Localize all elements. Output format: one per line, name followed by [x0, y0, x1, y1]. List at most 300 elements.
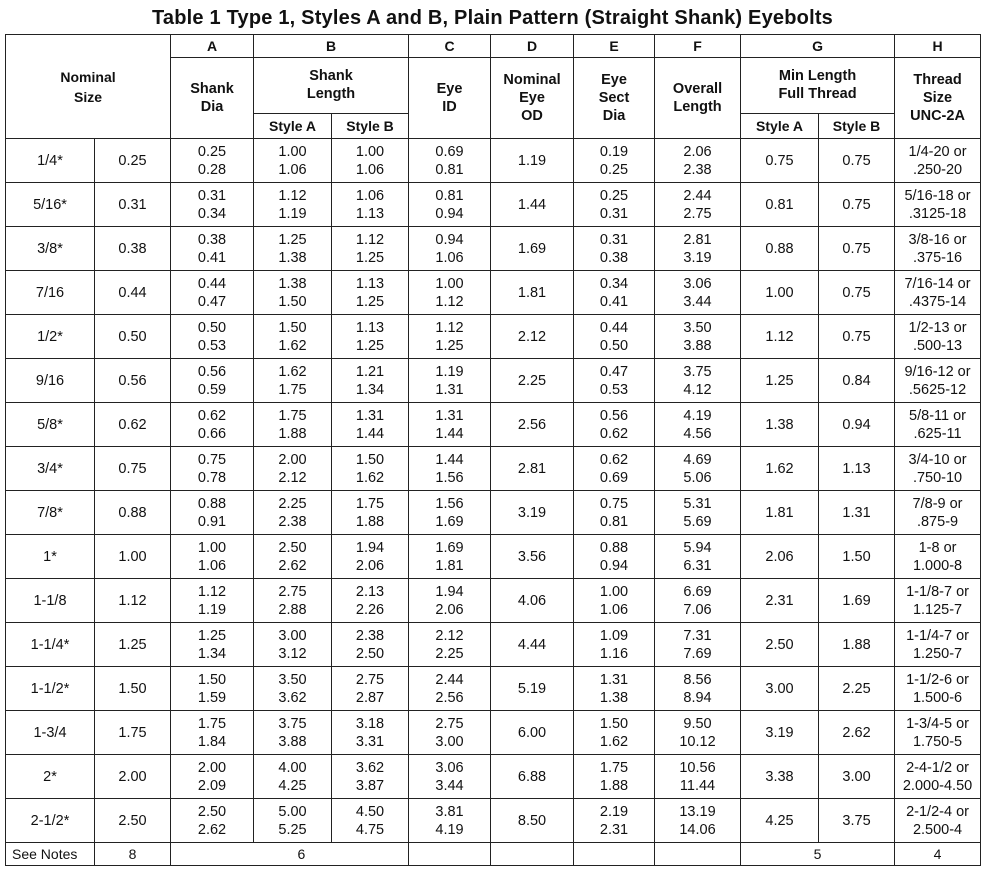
eye-id-cell: [409, 447, 491, 491]
shank-length-style-b-cell: [332, 579, 409, 623]
shank-length-style-a-cell: [254, 711, 332, 755]
table-row: [6, 579, 981, 623]
shank-length-style-b-max: 1.34: [355, 381, 385, 398]
eye-sect-dia-min: 1.09: [599, 627, 629, 644]
shank-length-style-b-min: 2.13: [355, 583, 385, 600]
eye-id-min: 3.81: [435, 803, 464, 820]
overall-length-max: 8.94: [683, 689, 712, 706]
eye-sect-dia-max: 0.41: [599, 293, 629, 310]
thread-size-min: 3/4-10 or: [908, 451, 967, 468]
eye-id-max: 0.81: [435, 161, 464, 178]
shank-dia-cell: [171, 447, 254, 491]
table-row: [6, 139, 981, 183]
shank-length-style-b-max: 4.75: [355, 821, 385, 838]
shank-length-style-a-cell: [254, 271, 332, 315]
eye-sect-dia-min: 0.31: [599, 231, 629, 248]
thread-size-cell: [895, 491, 981, 535]
shank-length-style-b-cell: [332, 183, 409, 227]
notes-min-length: 5: [741, 843, 895, 866]
shank-length-style-b-cell: [332, 711, 409, 755]
overall-length-cell: [655, 183, 741, 227]
eye-sect-dia-min: 0.25: [599, 187, 629, 204]
shank-length-style-b-cell: [332, 139, 409, 183]
nominal-fraction-cell: 1-1/4*: [6, 623, 95, 667]
thread-size-max: 1.125-7: [912, 601, 963, 618]
table-row: [6, 271, 981, 315]
thread-size-min: 1-1/4-7 or: [906, 627, 969, 644]
overall-length-cell: [655, 535, 741, 579]
notes-nominal: 8: [95, 843, 171, 866]
eye-sect-dia-max: 1.38: [599, 689, 629, 706]
overall-length-max: 4.12: [683, 381, 712, 398]
shank-dia-min: 1.50: [197, 671, 227, 688]
thread-size-min: 1/4-20 or: [908, 143, 967, 160]
overall-length-min: 13.19: [679, 803, 716, 820]
shank-length-style-b-max: 1.13: [355, 205, 385, 222]
shank-length-style-a-min: 3.50: [278, 671, 307, 688]
thread-size-max: .5625-12: [908, 381, 967, 398]
shank-length-style-b-cell: [332, 623, 409, 667]
thread-size-min: 9/16-12 or: [904, 363, 971, 380]
thread-size-cell: [895, 711, 981, 755]
eye-sect-dia-cell: [574, 183, 655, 227]
table-row: [6, 491, 981, 535]
thread-size-min: 1-1/8-7 or: [906, 583, 969, 600]
shank-length-style-b-min: 1.94: [355, 539, 385, 556]
shank-dia-min: 2.50: [197, 803, 227, 820]
shank-dia-max: 1.06: [197, 557, 227, 574]
notes-blank-c: [409, 843, 491, 866]
shank-dia-max: 1.59: [197, 689, 227, 706]
thread-size-cell: [895, 623, 981, 667]
eye-id-cell: [409, 579, 491, 623]
shank-dia-min: 0.56: [197, 363, 227, 380]
shank-dia-min: 0.88: [197, 495, 227, 512]
shank-dia-max: 2.62: [197, 821, 227, 838]
shank-length-style-a-cell: [254, 799, 332, 843]
shank-length-style-a-cell: [254, 183, 332, 227]
eye-sect-dia-min: 0.34: [599, 275, 629, 292]
eye-sect-dia-cell: [574, 491, 655, 535]
shank-length-style-a-cell: [254, 491, 332, 535]
col-letter-b: B: [254, 35, 409, 58]
eye-id-cell: [409, 667, 491, 711]
overall-length-max: 14.06: [679, 821, 716, 838]
eye-id-max: 1.31: [435, 381, 464, 398]
nominal-fraction-cell: 3/4*: [6, 447, 95, 491]
nominal-eye-od-cell: 1.19: [491, 139, 574, 183]
shank-length-style-a-cell: [254, 315, 332, 359]
nominal-eye-od-cell: 1.44: [491, 183, 574, 227]
shank-length-style-b-cell: [332, 667, 409, 711]
eye-sect-dia-min: 0.44: [599, 319, 629, 336]
shank-dia-cell: [171, 755, 254, 799]
shank-length-style-a-max: 1.38: [278, 249, 307, 266]
shank-dia-cell: [171, 491, 254, 535]
nominal-eye-od-cell: 3.19: [491, 491, 574, 535]
eye-id-max: 3.00: [435, 733, 464, 750]
eye-id-min: 1.69: [435, 539, 464, 556]
table-row: [6, 711, 981, 755]
nominal-eye-od-cell: 5.19: [491, 667, 574, 711]
eye-id-cell: [409, 535, 491, 579]
shank-dia-cell: [171, 667, 254, 711]
nominal-decimal-cell: 1.50: [95, 667, 171, 711]
eye-id-cell: [409, 403, 491, 447]
min-length-style-a-cell: 1.00: [741, 271, 819, 315]
overall-length-cell: [655, 711, 741, 755]
min-length-style-a-cell: 3.19: [741, 711, 819, 755]
shank-dia-cell: [171, 271, 254, 315]
shank-length-style-a-min: 1.38: [278, 275, 307, 292]
shank-length-style-a-min: 2.75: [278, 583, 307, 600]
thread-size-cell: [895, 315, 981, 359]
overall-length-min: 3.75: [683, 363, 712, 380]
shank-dia-cell: [171, 799, 254, 843]
overall-length-min: 6.69: [683, 583, 712, 600]
eye-id-cell: [409, 623, 491, 667]
thread-size-max: 1.250-7: [912, 645, 963, 662]
shank-dia-max: 1.34: [197, 645, 227, 662]
overall-length-min: 4.69: [683, 451, 712, 468]
thread-size-max: 1.750-5: [912, 733, 963, 750]
thread-size-cell: [895, 755, 981, 799]
thread-size-cell: [895, 535, 981, 579]
shank-length-style-a-max: 1.62: [278, 337, 307, 354]
table-row: [6, 623, 981, 667]
shank-dia-cell: [171, 359, 254, 403]
eye-sect-dia-max: 0.94: [599, 557, 629, 574]
nominal-decimal-cell: 0.38: [95, 227, 171, 271]
thread-size-cell: [895, 183, 981, 227]
eye-sect-dia-cell: [574, 315, 655, 359]
shank-dia-max: 0.78: [197, 469, 227, 486]
overall-length-cell: [655, 799, 741, 843]
shank-length-style-b-max: 2.06: [355, 557, 385, 574]
eye-sect-dia-min: 0.75: [599, 495, 629, 512]
overall-length-min: 5.94: [683, 539, 712, 556]
min-length-style-a-cell: 1.62: [741, 447, 819, 491]
col-letter-h: H: [895, 35, 981, 58]
nominal-eye-od-cell: 3.56: [491, 535, 574, 579]
nominal-eye-od-cell: 2.25: [491, 359, 574, 403]
shank-dia-min: 0.38: [197, 231, 227, 248]
eye-id-min: 1.44: [435, 451, 464, 468]
eye-sect-dia-min: 1.50: [599, 715, 629, 732]
eye-sect-dia-max: 2.31: [599, 821, 629, 838]
thread-size-max: .4375-14: [908, 293, 967, 310]
overall-length-max: 10.12: [679, 733, 716, 750]
col-letter-d: D: [491, 35, 574, 58]
shank-dia-cell: [171, 623, 254, 667]
eye-sect-dia-cell: [574, 227, 655, 271]
shank-length-style-a-min: 5.00: [278, 803, 307, 820]
nominal-decimal-cell: 1.12: [95, 579, 171, 623]
nominal-fraction-cell: 9/16: [6, 359, 95, 403]
overall-length-max: 4.56: [683, 425, 712, 442]
shank-length-style-a-min: 1.75: [278, 407, 307, 424]
eye-sect-dia-cell: [574, 359, 655, 403]
shank-length-style-b-max: 1.06: [355, 161, 385, 178]
min-length-style-b-cell: 1.69: [819, 579, 895, 623]
table-row: [6, 403, 981, 447]
table-row: [6, 359, 981, 403]
nominal-fraction-cell: 3/8*: [6, 227, 95, 271]
shank-length-style-b-header: Style B: [332, 113, 409, 138]
overall-length-cell: [655, 579, 741, 623]
nominal-fraction-cell: 1-3/4: [6, 711, 95, 755]
nominal-fraction-cell: 2-1/2*: [6, 799, 95, 843]
shank-length-style-a-max: 2.38: [278, 513, 307, 530]
eye-id-cell: [409, 315, 491, 359]
overall-length-max: 2.75: [683, 205, 712, 222]
shank-length-style-a-max: 3.62: [278, 689, 307, 706]
eye-sect-dia-cell: [574, 667, 655, 711]
min-length-style-a-cell: 1.81: [741, 491, 819, 535]
overall-length-min: 8.56: [683, 671, 712, 688]
shank-length-style-b-min: 1.13: [355, 319, 385, 336]
overall-length-header: Overall Length: [655, 58, 741, 139]
shank-dia-cell: [171, 227, 254, 271]
overall-length-max: 3.19: [683, 249, 712, 266]
eye-id-max: 1.44: [435, 425, 464, 442]
eye-id-cell: [409, 359, 491, 403]
shank-length-style-a-max: 1.06: [278, 161, 307, 178]
min-length-style-b-cell: 3.00: [819, 755, 895, 799]
min-length-style-a-cell: 1.12: [741, 315, 819, 359]
shank-length-style-b-min: 1.31: [355, 407, 385, 424]
nominal-eye-od-cell: 8.50: [491, 799, 574, 843]
nominal-decimal-cell: 0.50: [95, 315, 171, 359]
shank-dia-min: 0.62: [197, 407, 227, 424]
shank-length-style-b-cell: [332, 755, 409, 799]
thread-size-max: .750-10: [912, 469, 963, 486]
shank-length-style-b-max: 1.25: [355, 249, 385, 266]
shank-length-style-b-max: 3.31: [355, 733, 385, 750]
overall-length-max: 3.44: [683, 293, 712, 310]
shank-length-style-b-max: 3.87: [355, 777, 385, 794]
eye-sect-dia-max: 0.81: [599, 513, 629, 530]
min-length-style-b-cell: 1.50: [819, 535, 895, 579]
eye-sect-dia-cell: [574, 579, 655, 623]
nominal-decimal-cell: 0.75: [95, 447, 171, 491]
eye-sect-dia-min: 0.88: [599, 539, 629, 556]
shank-length-style-a-min: 2.50: [278, 539, 307, 556]
min-length-style-b-cell: 0.75: [819, 183, 895, 227]
shank-length-style-a-max: 3.88: [278, 733, 307, 750]
table-row: [6, 315, 981, 359]
shank-length-style-b-max: 1.25: [355, 293, 385, 310]
shank-dia-min: 1.12: [197, 583, 227, 600]
shank-dia-cell: [171, 711, 254, 755]
shank-length-style-b-cell: [332, 403, 409, 447]
eye-id-min: 1.19: [435, 363, 464, 380]
eye-sect-dia-max: 0.69: [599, 469, 629, 486]
nominal-fraction-cell: 2*: [6, 755, 95, 799]
eye-id-max: 1.06: [435, 249, 464, 266]
overall-length-max: 5.69: [683, 513, 712, 530]
shank-length-style-a-min: 1.00: [278, 143, 307, 160]
min-length-style-b-cell: 0.94: [819, 403, 895, 447]
thread-size-min: 1-8 or: [918, 539, 957, 556]
min-length-style-a-cell: 0.81: [741, 183, 819, 227]
eye-sect-dia-cell: [574, 755, 655, 799]
shank-dia-header: Shank Dia: [171, 58, 254, 139]
see-notes-label: See Notes: [6, 843, 95, 866]
min-length-style-a-cell: 3.00: [741, 667, 819, 711]
thread-size-cell: [895, 139, 981, 183]
eye-sect-dia-min: 1.75: [599, 759, 629, 776]
overall-length-cell: [655, 227, 741, 271]
shank-length-style-a-cell: [254, 535, 332, 579]
min-length-style-b-cell: 1.13: [819, 447, 895, 491]
eye-sect-dia-max: 1.62: [599, 733, 629, 750]
min-length-style-b-cell: 1.31: [819, 491, 895, 535]
shank-dia-min: 1.00: [197, 539, 227, 556]
shank-dia-cell: [171, 183, 254, 227]
thread-size-cell: [895, 799, 981, 843]
thread-size-min: 7/16-14 or: [904, 275, 971, 292]
nominal-fraction-cell: 1-1/8: [6, 579, 95, 623]
nominal-eye-od-cell: 6.00: [491, 711, 574, 755]
col-letter-e: E: [574, 35, 655, 58]
min-length-style-b-cell: 3.75: [819, 799, 895, 843]
shank-length-style-b-max: 1.62: [355, 469, 385, 486]
table-row: [6, 227, 981, 271]
eye-sect-dia-max: 0.31: [599, 205, 629, 222]
nominal-eye-od-header: Nominal Eye OD: [491, 58, 574, 139]
shank-length-style-a-max: 2.12: [278, 469, 307, 486]
eye-id-min: 2.75: [435, 715, 464, 732]
nominal-eye-od-cell: 2.12: [491, 315, 574, 359]
eye-id-min: 0.94: [435, 231, 464, 248]
eye-id-min: 0.81: [435, 187, 464, 204]
shank-dia-min: 1.25: [197, 627, 227, 644]
thread-size-max: 2.000-4.50: [902, 777, 973, 794]
shank-length-style-a-min: 2.25: [278, 495, 307, 512]
overall-length-cell: [655, 359, 741, 403]
nominal-decimal-cell: 0.56: [95, 359, 171, 403]
thread-size-max: .625-11: [913, 425, 962, 442]
eye-id-max: 3.44: [435, 777, 464, 794]
shank-length-style-b-min: 2.38: [355, 627, 385, 644]
shank-length-style-b-max: 1.44: [355, 425, 385, 442]
eye-sect-dia-max: 1.88: [599, 777, 629, 794]
shank-length-style-a-max: 1.75: [278, 381, 307, 398]
shank-length-style-b-cell: [332, 359, 409, 403]
eye-id-cell: [409, 491, 491, 535]
table-row: [6, 799, 981, 843]
table-row: [6, 447, 981, 491]
overall-length-cell: [655, 271, 741, 315]
shank-length-style-a-cell: [254, 447, 332, 491]
eye-id-cell: [409, 227, 491, 271]
shank-length-style-b-cell: [332, 799, 409, 843]
col-letter-f: F: [655, 35, 741, 58]
overall-length-cell: [655, 623, 741, 667]
nominal-decimal-cell: 0.25: [95, 139, 171, 183]
overall-length-min: 5.31: [683, 495, 712, 512]
overall-length-cell: [655, 403, 741, 447]
col-letter-a: A: [171, 35, 254, 58]
shank-length-header: Shank Length: [254, 58, 409, 114]
min-length-style-a-cell: 4.25: [741, 799, 819, 843]
thread-size-cell: [895, 271, 981, 315]
shank-length-style-b-cell: [332, 535, 409, 579]
eye-id-min: 0.69: [435, 143, 464, 160]
eye-sect-dia-cell: [574, 403, 655, 447]
nominal-eye-od-cell: 1.81: [491, 271, 574, 315]
shank-dia-cell: [171, 139, 254, 183]
shank-dia-cell: [171, 403, 254, 447]
eye-id-min: 1.00: [435, 275, 464, 292]
min-length-style-b-cell: 0.75: [819, 271, 895, 315]
nominal-eye-od-cell: 2.81: [491, 447, 574, 491]
eye-sect-dia-cell: [574, 535, 655, 579]
overall-length-min: 4.19: [683, 407, 712, 424]
shank-dia-cell: [171, 535, 254, 579]
eye-sect-dia-header: Eye Sect Dia: [574, 58, 655, 139]
shank-length-style-a-max: 1.50: [278, 293, 307, 310]
nominal-eye-od-cell: 6.88: [491, 755, 574, 799]
min-length-style-b-cell: 0.75: [819, 139, 895, 183]
nominal-decimal-cell: 2.50: [95, 799, 171, 843]
thread-size-min: 5/16-18 or: [904, 187, 971, 204]
thread-size-header: Thread Size UNC-2A: [895, 58, 981, 139]
nominal-fraction-cell: 1/2*: [6, 315, 95, 359]
eye-sect-dia-cell: [574, 711, 655, 755]
nominal-eye-od-cell: 4.44: [491, 623, 574, 667]
table-row: [6, 535, 981, 579]
shank-length-style-a-header: Style A: [254, 113, 332, 138]
shank-dia-min: 0.44: [197, 275, 227, 292]
shank-length-style-b-cell: [332, 271, 409, 315]
min-length-style-b-header: Style B: [819, 113, 895, 138]
nominal-decimal-cell: 0.62: [95, 403, 171, 447]
overall-length-min: 2.44: [683, 187, 712, 204]
shank-length-style-a-min: 3.00: [278, 627, 307, 644]
shank-dia-cell: [171, 315, 254, 359]
eye-id-max: 4.19: [435, 821, 464, 838]
shank-dia-max: 1.19: [197, 601, 227, 618]
shank-length-style-b-min: 1.50: [355, 451, 385, 468]
table-row: [6, 183, 981, 227]
thread-size-cell: [895, 447, 981, 491]
overall-length-max: 7.69: [683, 645, 712, 662]
eye-sect-dia-min: 0.56: [599, 407, 629, 424]
min-length-style-b-cell: 1.88: [819, 623, 895, 667]
shank-length-style-b-max: 2.50: [355, 645, 385, 662]
overall-length-min: 3.50: [683, 319, 712, 336]
thread-size-min: 2-1/2-4 or: [906, 803, 969, 820]
shank-length-style-a-cell: [254, 755, 332, 799]
nominal-size-header: Nominal Size: [6, 35, 171, 139]
nominal-eye-od-cell: 1.69: [491, 227, 574, 271]
min-length-style-a-cell: 2.50: [741, 623, 819, 667]
nominal-fraction-cell: 5/16*: [6, 183, 95, 227]
eye-id-cell: [409, 139, 491, 183]
thread-size-min: 2-4-1/2 or: [906, 759, 969, 776]
overall-length-max: 2.38: [683, 161, 712, 178]
shank-dia-max: 0.47: [197, 293, 227, 310]
notes-blank-e: [574, 843, 655, 866]
eye-sect-dia-min: 0.62: [599, 451, 629, 468]
shank-dia-max: 0.91: [197, 513, 227, 530]
table-row: [6, 667, 981, 711]
shank-length-style-b-cell: [332, 447, 409, 491]
shank-dia-max: 0.28: [197, 161, 227, 178]
thread-size-max: .375-16: [912, 249, 963, 266]
